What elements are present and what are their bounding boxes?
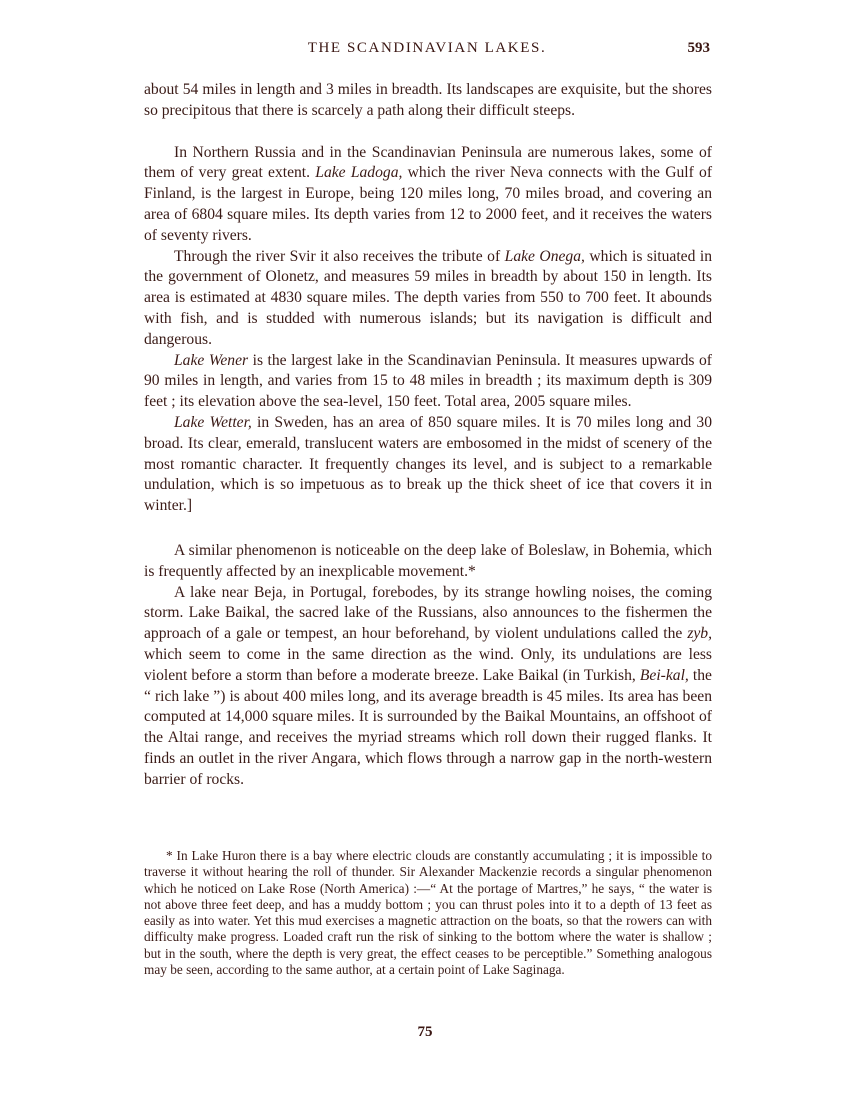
lake-name: Lake Wener <box>174 351 249 369</box>
signature-folio: 75 <box>417 1024 433 1040</box>
paragraph: about 54 miles in length and 3 miles in breadth. Its landscapes are exquisite, but the shores so precipitous that there is scarcely a path along their difficult steeps. <box>144 81 712 119</box>
paragraph: Through the river Svir it also receives the tribute of Lake Onega, which is situated in the government of Olonetz, and measures 59 miles in breadth by about 150 in length. Its area is estimated at 4830 square miles. The depth varies from 550 to 700 feet. It abounds with fish, and is studded with numerous islands; but its navigation is difficult and dangerous. <box>144 247 712 348</box>
footnote-text: * In Lake Huron there is a bay where electric clouds are constantly accumulating ; it is impossible to traverse it without hearing the roll of thunder. Sir Alexander Mackenzie records a singular phenomenon which he noticed on Lake Rose (North America) :—“ At the portage of Martres,” he says, “ the water is not above three feet deep, and has a muddy bottom ; you can thrust poles into it to a depth of 13 feet as easily as into water. Yet this mud exercises a magnetic attraction on the boats, so that the rowers can with difficulty make progress. Loaded craft run the risk of sinking to the bottom where the water is shallow ; but in the south, where the depth is very great, the effect ceases to be perceptible.” Something analogous may be seen, according to the same author, at a certain point of Lake Saginaga. <box>144 848 712 978</box>
paragraph: A similar phenomenon is noticeable on the deep lake of Boleslaw, in Bohemia, which is frequently affected by an inexplicable movement.* <box>144 541 712 580</box>
lake-name: Lake Ladoga, <box>315 164 403 182</box>
footnote <box>144 848 712 978</box>
lake-name: Lake Onega, <box>504 247 585 265</box>
running-head <box>144 40 710 64</box>
term: zyb, <box>687 625 712 643</box>
paragraph: In Northern Russia and in the Scandinavian Peninsula are numerous lakes, some of them of very great extent. Lake Ladoga, which the river Neva connects with the Gulf of Finland, is the largest in Europe, being 120 miles long, 70 miles broad, and covering an area of 6804 square miles. Its depth varies from 12 to 2000 feet, and it receives the waters of seventy rivers. <box>144 143 713 244</box>
paragraph: Lake Wetter, in Sweden, has an area of 850 square miles. It is 70 miles long and 30 broad. Its clear, emerald, translucent waters are embosomed in the midst of scenery of the most romantic character. It frequently changes its level, and is subject to a remarkable undulation, which is so impetuous as to break up the thick sheet of ice that covers it in winter.] <box>144 413 712 515</box>
body-text <box>144 80 712 791</box>
paragraph: Lake Wener is the largest lake in the Scandinavian Peninsula. It measures upwards of 90 miles in length, and varies from 15 to 48 miles in breadth ; its maximum depth is 309 feet ; its elevation above the sea-level, 150 feet. Total area, 2005 square miles. <box>144 351 712 411</box>
page-number: 593 <box>687 40 710 56</box>
term: Bei-kal, <box>639 666 689 684</box>
running-title: THE SCANDINAVIAN LAKES. <box>307 40 547 56</box>
lake-name: Lake Wetter, <box>174 413 252 431</box>
paragraph: A lake near Beja, in Portugal, forebodes, by its strange howling noises, the coming storm. Lake Baikal, the sacred lake of the Russians, also announces to the fishermen the approach of a gale or tempest, an hour beforehand, by violent undulations called the zyb, which seem to come in the same direction as the wind. Only, its undulations are less violent before a storm than before a moderate breeze. Lake Baikal (in Turkish, Bei-kal, the “ rich lake ”) is about 400 miles long, and its average breadth is 45 miles. Its area has been computed at 14,000 square miles. It is surrounded by the Baikal Mountains, an offshoot of the Altai range, and receives the myriad streams which roll down their rugged flanks. It finds an outlet in the river Angara, which flows through a narrow gap in the north-western barrier of rocks. <box>144 583 712 788</box>
